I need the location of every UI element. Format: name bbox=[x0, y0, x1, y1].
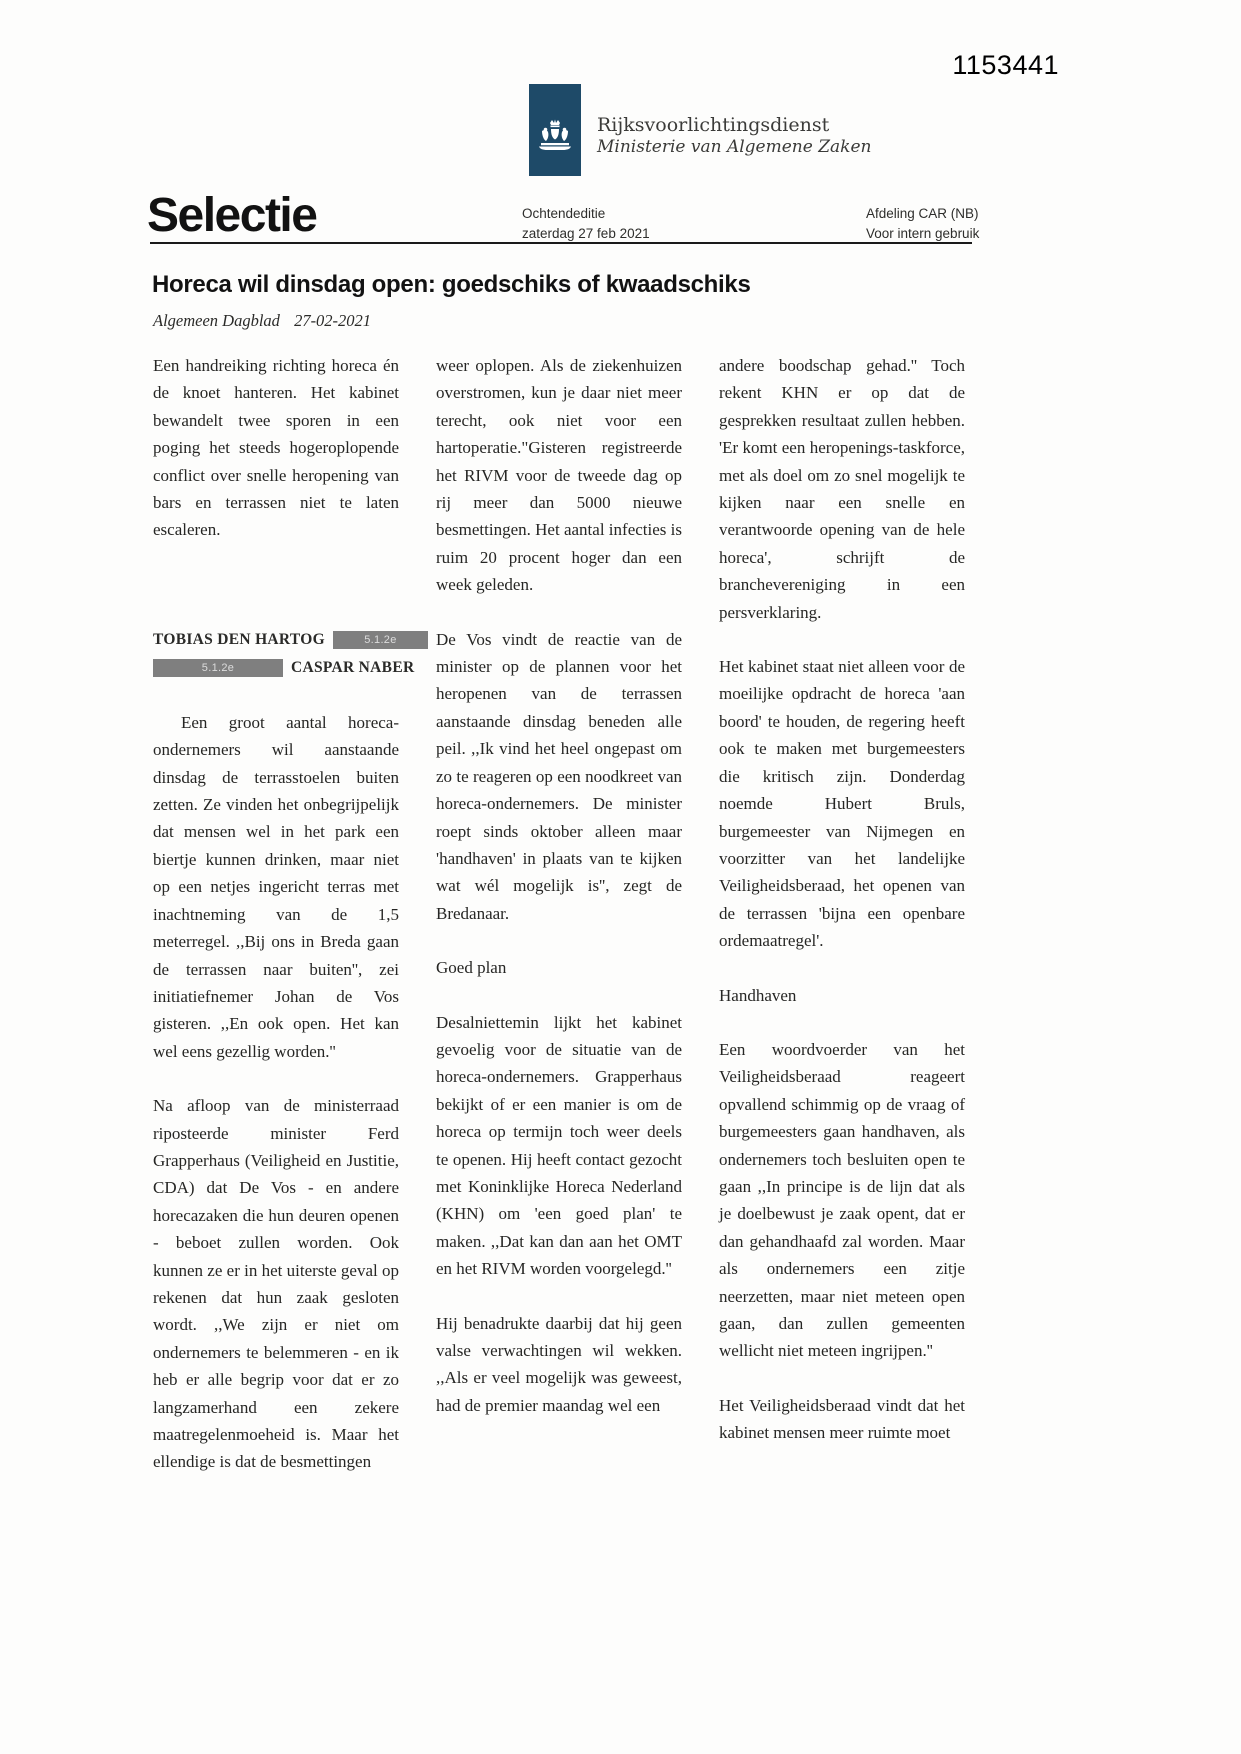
usage-label: Voor intern gebruik bbox=[866, 226, 980, 241]
body-paragraph: Een woordvoerder van het Veiligheidsberaad reageert opvallend schimmig op de vraag of burgemeesters gaan handhaven, als ondernemers toch besluiten open te gaan ,,In principe is de lijn dat als je doelbewust je zaak opent, dat er dan gehandhaafd zal worden. Maar als ondernemers een zitje neerzetten, maar niet meteen open gaan, dan zullen gemeenten wellicht niet meteen ingrijpen.'' bbox=[719, 1039, 965, 1361]
article-headline: Horeca wil dinsdag open: goedschiks of kwaadschiks bbox=[152, 271, 751, 298]
authors-line-1 bbox=[153, 626, 399, 654]
body-paragraph: Hij benadrukte daarbij dat hij geen valse verwachtingen wil wekken. ,,Als er veel mogelijk was geweest, had de premier maandag wel een bbox=[436, 1313, 682, 1415]
logo-ministry: Ministerie van Algemene Zaken bbox=[597, 137, 872, 157]
authors-line-2 bbox=[153, 654, 415, 682]
body-paragraph: Het kabinet staat niet alleen voor de moeilijke opdracht de horeca 'aan boord' te houden, de regering heeft ook te maken met burgemeesters die kritisch zijn. Donderdag noemde Hubert Bruls, burgemeester van Nijmegen en voorzitter van het landelijke Veiligheidsberaad, het openen van de terrassen 'bijna een openbare ordemaatregel'. bbox=[719, 657, 965, 951]
body-paragraph: De Vos vindt de reactie van de minister op de plannen voor het heropenen van de terrassen aanstaande dinsdag beneden alle peil. ,,Ik vind het heel ongepast om zo te reageren op een noodkreet van horeca-ondernemers. De minister roept sinds oktober alleen maar 'handhaven' in plaats van te kijken wat wél mogelijk is'', zegt de Bredanaar. bbox=[436, 629, 682, 923]
masthead-edition-block bbox=[522, 204, 650, 244]
body-paragraph: weer oplopen. Als de ziekenhuizen overstromen, kun je daar niet meer terecht, ook niet voor een hartoperatie."Gisteren registreerde het RIVM voor de tweede dag op rij meer dan 5000 nieuwe besmettingen. Het aantal infecties is ruim 20 procent hoger dan een week geleden. bbox=[436, 356, 682, 595]
department-label: Afdeling CAR (NB) bbox=[866, 206, 979, 221]
logo-organisation: Rijksvoorlichtingsdienst bbox=[597, 114, 830, 136]
body-paragraph: Desalniettemin lijkt het kabinet gevoelig voor de situatie van de horeca-ondernemers. Grapperhaus bekijkt of er een manier is om de horeca op termijn toch weer deels te openen. Hij heeft contact gezocht met Koninklijke Horeca Nederland (KHN) om 'een goed plan' te maken. ,,Dat kan dan aan het OMT en het RIVM worden voorgelegd.'' bbox=[436, 1012, 682, 1279]
column-3 bbox=[719, 352, 965, 1503]
author-name-1: TOBIAS DEN HARTOG bbox=[153, 630, 325, 648]
column-1 bbox=[153, 352, 415, 1503]
logo-text bbox=[597, 116, 871, 156]
byline-date: 27-02-2021 bbox=[294, 311, 372, 330]
author-name-2: CASPAR NABER bbox=[291, 658, 415, 676]
redaction-box-1: 5.1.2e bbox=[333, 631, 428, 649]
article-columns bbox=[153, 352, 965, 1503]
document-number: 1153441 bbox=[952, 50, 1059, 80]
body-paragraph: andere boodschap gehad.'' Toch rekent KHN er op dat de gesprekken resultaat zullen hebben. 'Er komt een heropenings-taskforce, met als doel om zo snel mogelijk te kijken naar een snelle en verantwoorde opening van de hele horeca', schrijft de branchevereniging in een persverklaring. bbox=[719, 356, 965, 622]
logo-block bbox=[529, 84, 581, 176]
body-paragraph: Na afloop van de ministerraad riposteerde minister Ferd Grapperhaus (Veiligheid en Justitie, CDA) dat De Vos - en andere horecazaken die hun deuren openen - beboet zullen worden. Ook kunnen ze er in het uiterste geval op rekenen dat hun zaak gesloten wordt. ,,We zijn er niet om ondernemers te belemmeren - en ik heb er alle begrip voor dat er zo langzamerhand een zekere maatregelenmoeheid is. Maar het ellendige is dat de besmettingen bbox=[153, 1096, 399, 1472]
masthead-divider bbox=[150, 242, 972, 244]
body-paragraph: Een groot aantal horeca-ondernemers wil aanstaande dinsdag de terrasstoelen buiten zetten. Ze vinden het onbegrijpelijk dat mensen wel in het park een biertje kunnen drinken, maar niet op een netjes ingericht terras met inachtneming van de 1,5 meterregel. ,,Bij ons in Breda gaan de terrassen naar buiten'', zei initiatiefnemer Johan de Vos gisteren. ,,En ook open. Het kan wel eens gezellig worden.'' bbox=[153, 712, 399, 1061]
edition-label: Ochtendeditie bbox=[522, 206, 606, 221]
article-byline bbox=[153, 311, 371, 331]
masthead-title: Selectie bbox=[147, 189, 317, 242]
authors-block bbox=[153, 626, 415, 682]
lede-paragraph: Een handreiking richting horeca én de knoet hanteren. Het kabinet bewandelt twee sporen in een poging het steeds hogeroplopende conflict over snelle heropening van bars en terrassen niet te laten escaleren. bbox=[153, 356, 399, 540]
byline-source: Algemeen Dagblad bbox=[153, 311, 280, 330]
subheading-goed-plan: Goed plan bbox=[436, 958, 507, 978]
edition-date: zaterdag 27 feb 2021 bbox=[522, 226, 650, 241]
column-2 bbox=[436, 352, 682, 1503]
subheading-handhaven: Handhaven bbox=[719, 985, 797, 1005]
government-emblem-icon bbox=[537, 119, 573, 170]
masthead-department-block bbox=[866, 204, 979, 244]
redaction-box-2: 5.1.2e bbox=[153, 659, 283, 677]
body-paragraph: Het Veiligheidsberaad vindt dat het kabinet mensen meer ruimte moet bbox=[719, 1395, 965, 1443]
